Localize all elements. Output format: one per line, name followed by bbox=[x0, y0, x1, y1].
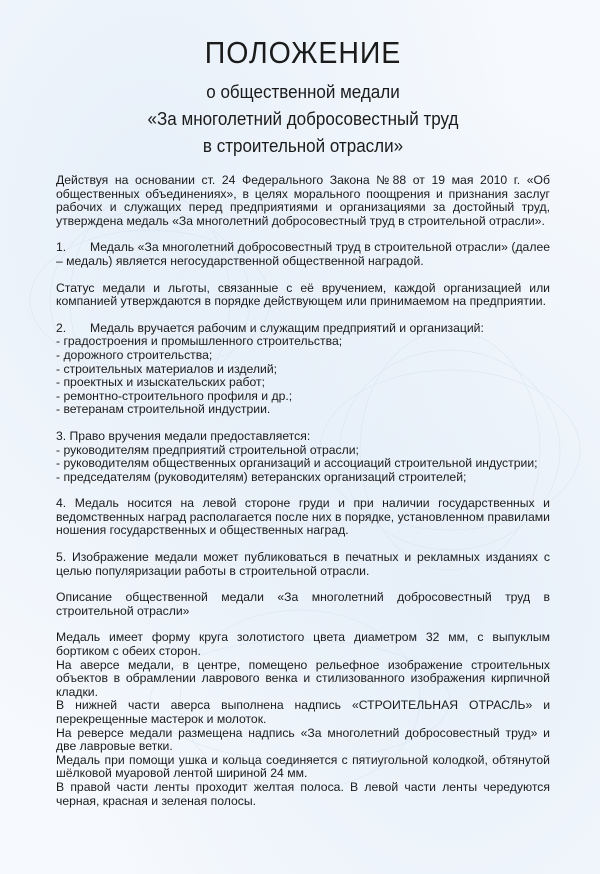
description-line: В правой части ленты проходит желтая полоса. В левой части ленты чередуются черная, красная и зеленая полосы. bbox=[56, 779, 550, 808]
list-item: - руководителям общественных организаций и ассоциаций строительной индустрии; bbox=[56, 456, 538, 471]
description-line: Медаль имеет форму круга золотистого цвета диаметром 32 мм, с выпуклым бортиком с обеих сторон. bbox=[56, 630, 550, 659]
item-4: 4. Медаль носится на левой стороне груди и при наличии государственных и ведомственных наград располагается после них в порядке, установленном правилами ношения государственных и общественных наград. bbox=[56, 496, 550, 538]
list-item: - председателям (руководителям) ветеранских организаций строителей; bbox=[56, 469, 467, 484]
item-number: 1. bbox=[56, 240, 67, 255]
description-line: На реверсе медали размещена надпись «За многолетний добросовестный труд» и две лавровые ветки. bbox=[56, 725, 550, 754]
document-body bbox=[56, 174, 550, 808]
document-subtitle: в строительной отрасли» bbox=[202, 135, 404, 156]
document-title: ПОЛОЖЕНИЕ bbox=[204, 35, 402, 70]
item-heading: 2. Медаль вручается рабочим и служащим предприятий и организаций: bbox=[56, 320, 484, 335]
item-3 bbox=[56, 430, 550, 484]
item-number: 2. bbox=[56, 320, 67, 335]
status-paragraph: Статус медали и льготы, связанные с её вручением, каждой организацией или компанией утверждаются в порядке действующем или принимаемом на предприятии. bbox=[56, 280, 550, 309]
description-line: Медаль при помощи ушка и кольца соединяется с пятиугольной колодкой, обтянутой шёлковой муаровой лентой шириной 24 мм. bbox=[56, 752, 550, 781]
list-item: - строительных материалов и изделий; bbox=[56, 361, 278, 376]
list-item: - руководителям предприятий строительной отрасли; bbox=[56, 442, 359, 457]
list-item: - градостроения и промышленного строительства; bbox=[56, 334, 343, 349]
intro-paragraph: Действуя на основании ст. 24 Федерального Закона №88 от 19 мая 2010 г. «Об общественных объединениях», в целях морального поощрения и признания заслуг рабочих и служащих перед предприятиями и организациями за достойный труд, утверждена медаль «За многолетний добросовестный труд в строительной отрасли». bbox=[56, 173, 550, 228]
list-item: - дорожного строительства; bbox=[56, 347, 213, 362]
description-line: На аверсе медали, в центре, помещено рельефное изображение строительных объектов в обрамлении лаврового венка и стилизованного изображения кирпичной кладки. bbox=[56, 657, 550, 699]
item-text: Медаль «За многолетний добросовестный труд в строительной отрасли» (далее – медаль) является негосударственной общественной наградой. bbox=[56, 240, 550, 268]
list-item: - проектных и изыскательских работ; bbox=[56, 375, 265, 390]
item-5: 5. Изображение медали может публиковаться в печатных и рекламных изданиях с целью популяризации работы в строительной отрасли. bbox=[56, 550, 550, 578]
document-subtitle: о общественной медали bbox=[206, 81, 400, 102]
item-2 bbox=[56, 322, 550, 417]
item-heading: 3. Право вручения медали предоставляется: bbox=[56, 428, 311, 443]
description-line: В нижней части аверса выполнена надпись «СТРОИТЕЛЬНАЯ ОТРАСЛЬ» и перекрещенные мастерок и молоток. bbox=[56, 698, 550, 726]
list-item: - ветеранам строительной индустрии. bbox=[56, 402, 271, 417]
description-block bbox=[56, 631, 550, 808]
item-1 bbox=[56, 241, 550, 268]
document-subtitle: «За многолетний добросовестный труд bbox=[147, 108, 459, 129]
list-item: - ремонтно-строительного профиля и др.; bbox=[56, 388, 293, 403]
document-content bbox=[56, 36, 550, 808]
description-heading: Описание общественной медали «За многолетний добросовестный труд в строительной отрасли» bbox=[56, 590, 550, 618]
